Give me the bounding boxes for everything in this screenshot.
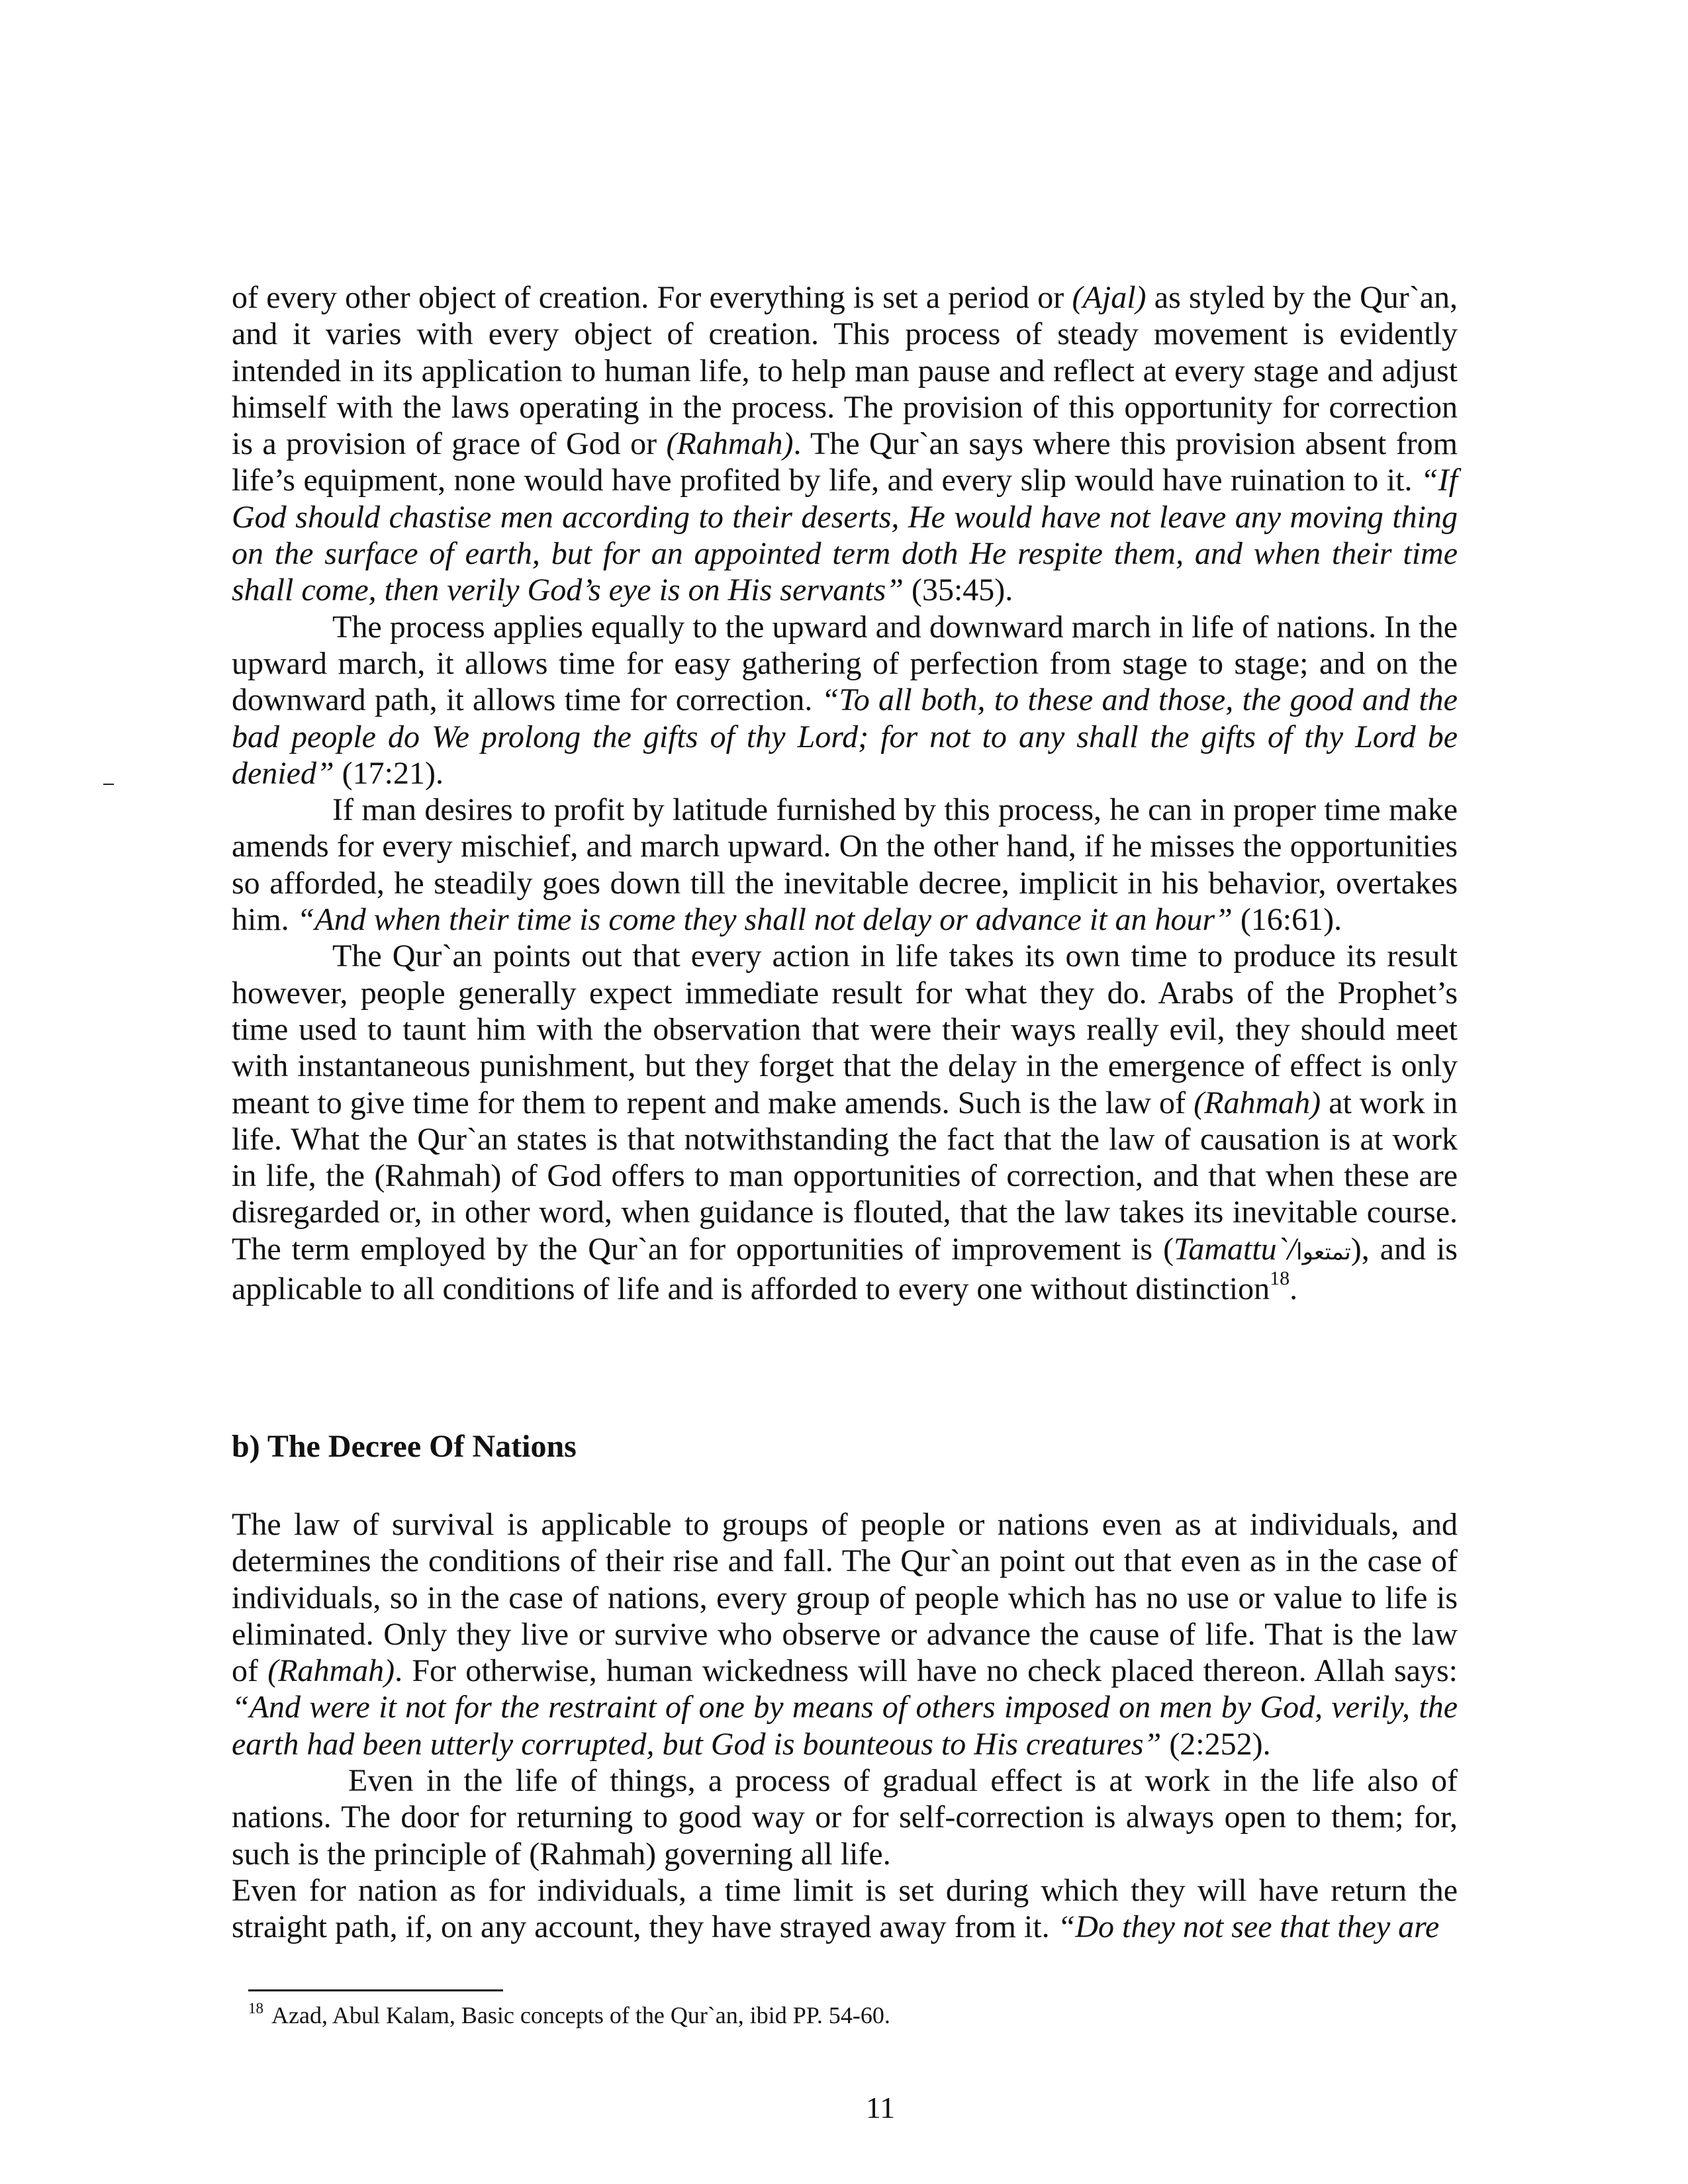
- verse-reference: (16:61).: [1232, 902, 1342, 938]
- verse-reference: (2:252).: [1161, 1726, 1271, 1762]
- paragraph-5: The law of survival is applicable to groups of people or nations even as at individuals, and determines the conditions of their rise and fall. The Qur`an point out that even as in the case of individuals, so in the case of nations, every group of people which has no use or value to life is eliminated. Only they live or survive who observe or advance the cause of life. That is the law of (Rahmah). For otherwise, human wickedness will have no check placed thereon. Allah says: “And were it not for the restraint of one by means of others imposed on men by God, verily, the earth had been utterly corrupted, but God is bounteous to His creatures” (2:252).: [232, 1507, 1458, 1762]
- quran-quote: “To all both, to these and those, the good and the bad people do We prolong the gifts of thy Lord; for not to any shall the gifts of thy Lord be denied”: [232, 682, 1458, 791]
- term-ajal: (Ajal): [1072, 280, 1147, 315]
- paragraph-6: Even in the life of things, a process of gradual effect is at work in the life also of nations. The door for returning to good way or for self-correction is always open to them; for, such is the principle of (Rahmah) governing all life.: [232, 1763, 1458, 1872]
- term-rahmah: (Rahmah): [666, 426, 794, 462]
- margin-mark: [103, 784, 114, 785]
- section-2-body: [232, 1506, 1458, 1946]
- quran-quote: “And were it not for the restraint of one by means of others imposed on men by God, verily, the earth had been utterly corrupted, but God is bounteous to His creatures”: [232, 1690, 1458, 1762]
- paragraph-4: The Qur`an points out that every action in life takes its own time to produce its result however, people generally expect immediate result for what they do. Arabs of the Prophet’s time used to taunt him with the observation that were their ways really evil, they should meet with instantaneous punishment, but they forget that the delay in the emergence of effect is only meant to give time for them to repent and make amends. Such is the law of (Rahmah) at work in life. What the Qur`an states is that notwithstanding the fact that the law of causation is at work in life, the (Rahmah) of God offers to man opportunities of correction, and that when these are disregarded or, in other word, when guidance is flouted, that the law takes its inevitable course. The term employed by the Qur`an for opportunities of improvement is (Tamattu`/تمتعوا), and is applicable to all conditions of life and is afforded to every one without distinction$^{18}$.: [232, 938, 1458, 1307]
- footnote-reference[interactable]: 18: [1270, 1267, 1290, 1290]
- footnote-separator: [248, 1989, 503, 1991]
- footnote-text: Azad, Abul Kalam, Basic concepts of the Qur`an, ibid PP. 54-60.: [271, 2002, 890, 2028]
- paragraph-1: of every other object of creation. For everything is set a period or (Ajal) as styled by the Qur`an, and it varies with every object of creation. This process of steady movement is evidently intended in its application to human life, to help man pause and reflect at every stage and adjust himself with the laws operating in the process. The provision of this opportunity for correction is a provision of grace of God or (Rahmah). The Qur`an says where this provision absent from life’s equipment, none would have profited by life, and every slip would have ruination to it. “If God should chastise men according to their deserts, He would have not leave any moving thing on the surface of earth, but for an appointed term doth He respite them, and when their time shall come, then verily God’s eye is on His servants” (35:45).: [232, 280, 1458, 608]
- verse-reference: (35:45).: [903, 572, 1013, 608]
- page-number: 11: [865, 2091, 896, 2124]
- footnote: [248, 2001, 890, 2030]
- section-heading: b) The Decree Of Nations: [232, 1429, 577, 1464]
- paragraph-3: If man desires to profit by latitude furnished by this process, he can in proper time make amends for every mischief, and march upward. On the other hand, if he misses the opportunities so afforded, he steadily goes down till the inevitable decree, implicit in his behavior, overtakes him. “And when their time is come they shall not delay or advance it an hour” (16:61).: [232, 792, 1458, 938]
- section-1-body: [232, 279, 1458, 1307]
- verse-reference: (17:21).: [334, 755, 444, 791]
- quran-quote: “Do they not see that they are: [1057, 1909, 1440, 1945]
- footnote-number: 18: [248, 2000, 263, 2017]
- term-rahmah: (Rahmah): [267, 1653, 395, 1689]
- paragraph-7: Even for nation as for individuals, a time limit is set during which they will have return the straight path, if, on any account, they have strayed away from it. “Do they not see that they are: [232, 1872, 1458, 1945]
- arabic-term: تمتعوا: [1296, 1238, 1351, 1265]
- paragraph-2: The process applies equally to the upward and downward march in life of nations. In the upward march, it allows time for easy gathering of perfection from stage to stage; and on the downward path, it allows time for correction. “To all both, to these and those, the good and the bad people do We prolong the gifts of thy Lord; for not to any shall the gifts of thy Lord be denied” (17:21).: [232, 609, 1458, 791]
- term-tamattu: Tamattu`/: [1174, 1231, 1296, 1267]
- quran-quote: “And when their time is come they shall not delay or advance it an hour”: [297, 902, 1233, 938]
- term-rahmah: (Rahmah): [1194, 1085, 1321, 1120]
- quran-quote: “If God should chastise men according to their deserts, He would have not leave any moving thing on the surface of earth, but for an appointed term doth He respite them, and when their time shall come, then verily God’s eye is on His servants”: [232, 463, 1458, 608]
